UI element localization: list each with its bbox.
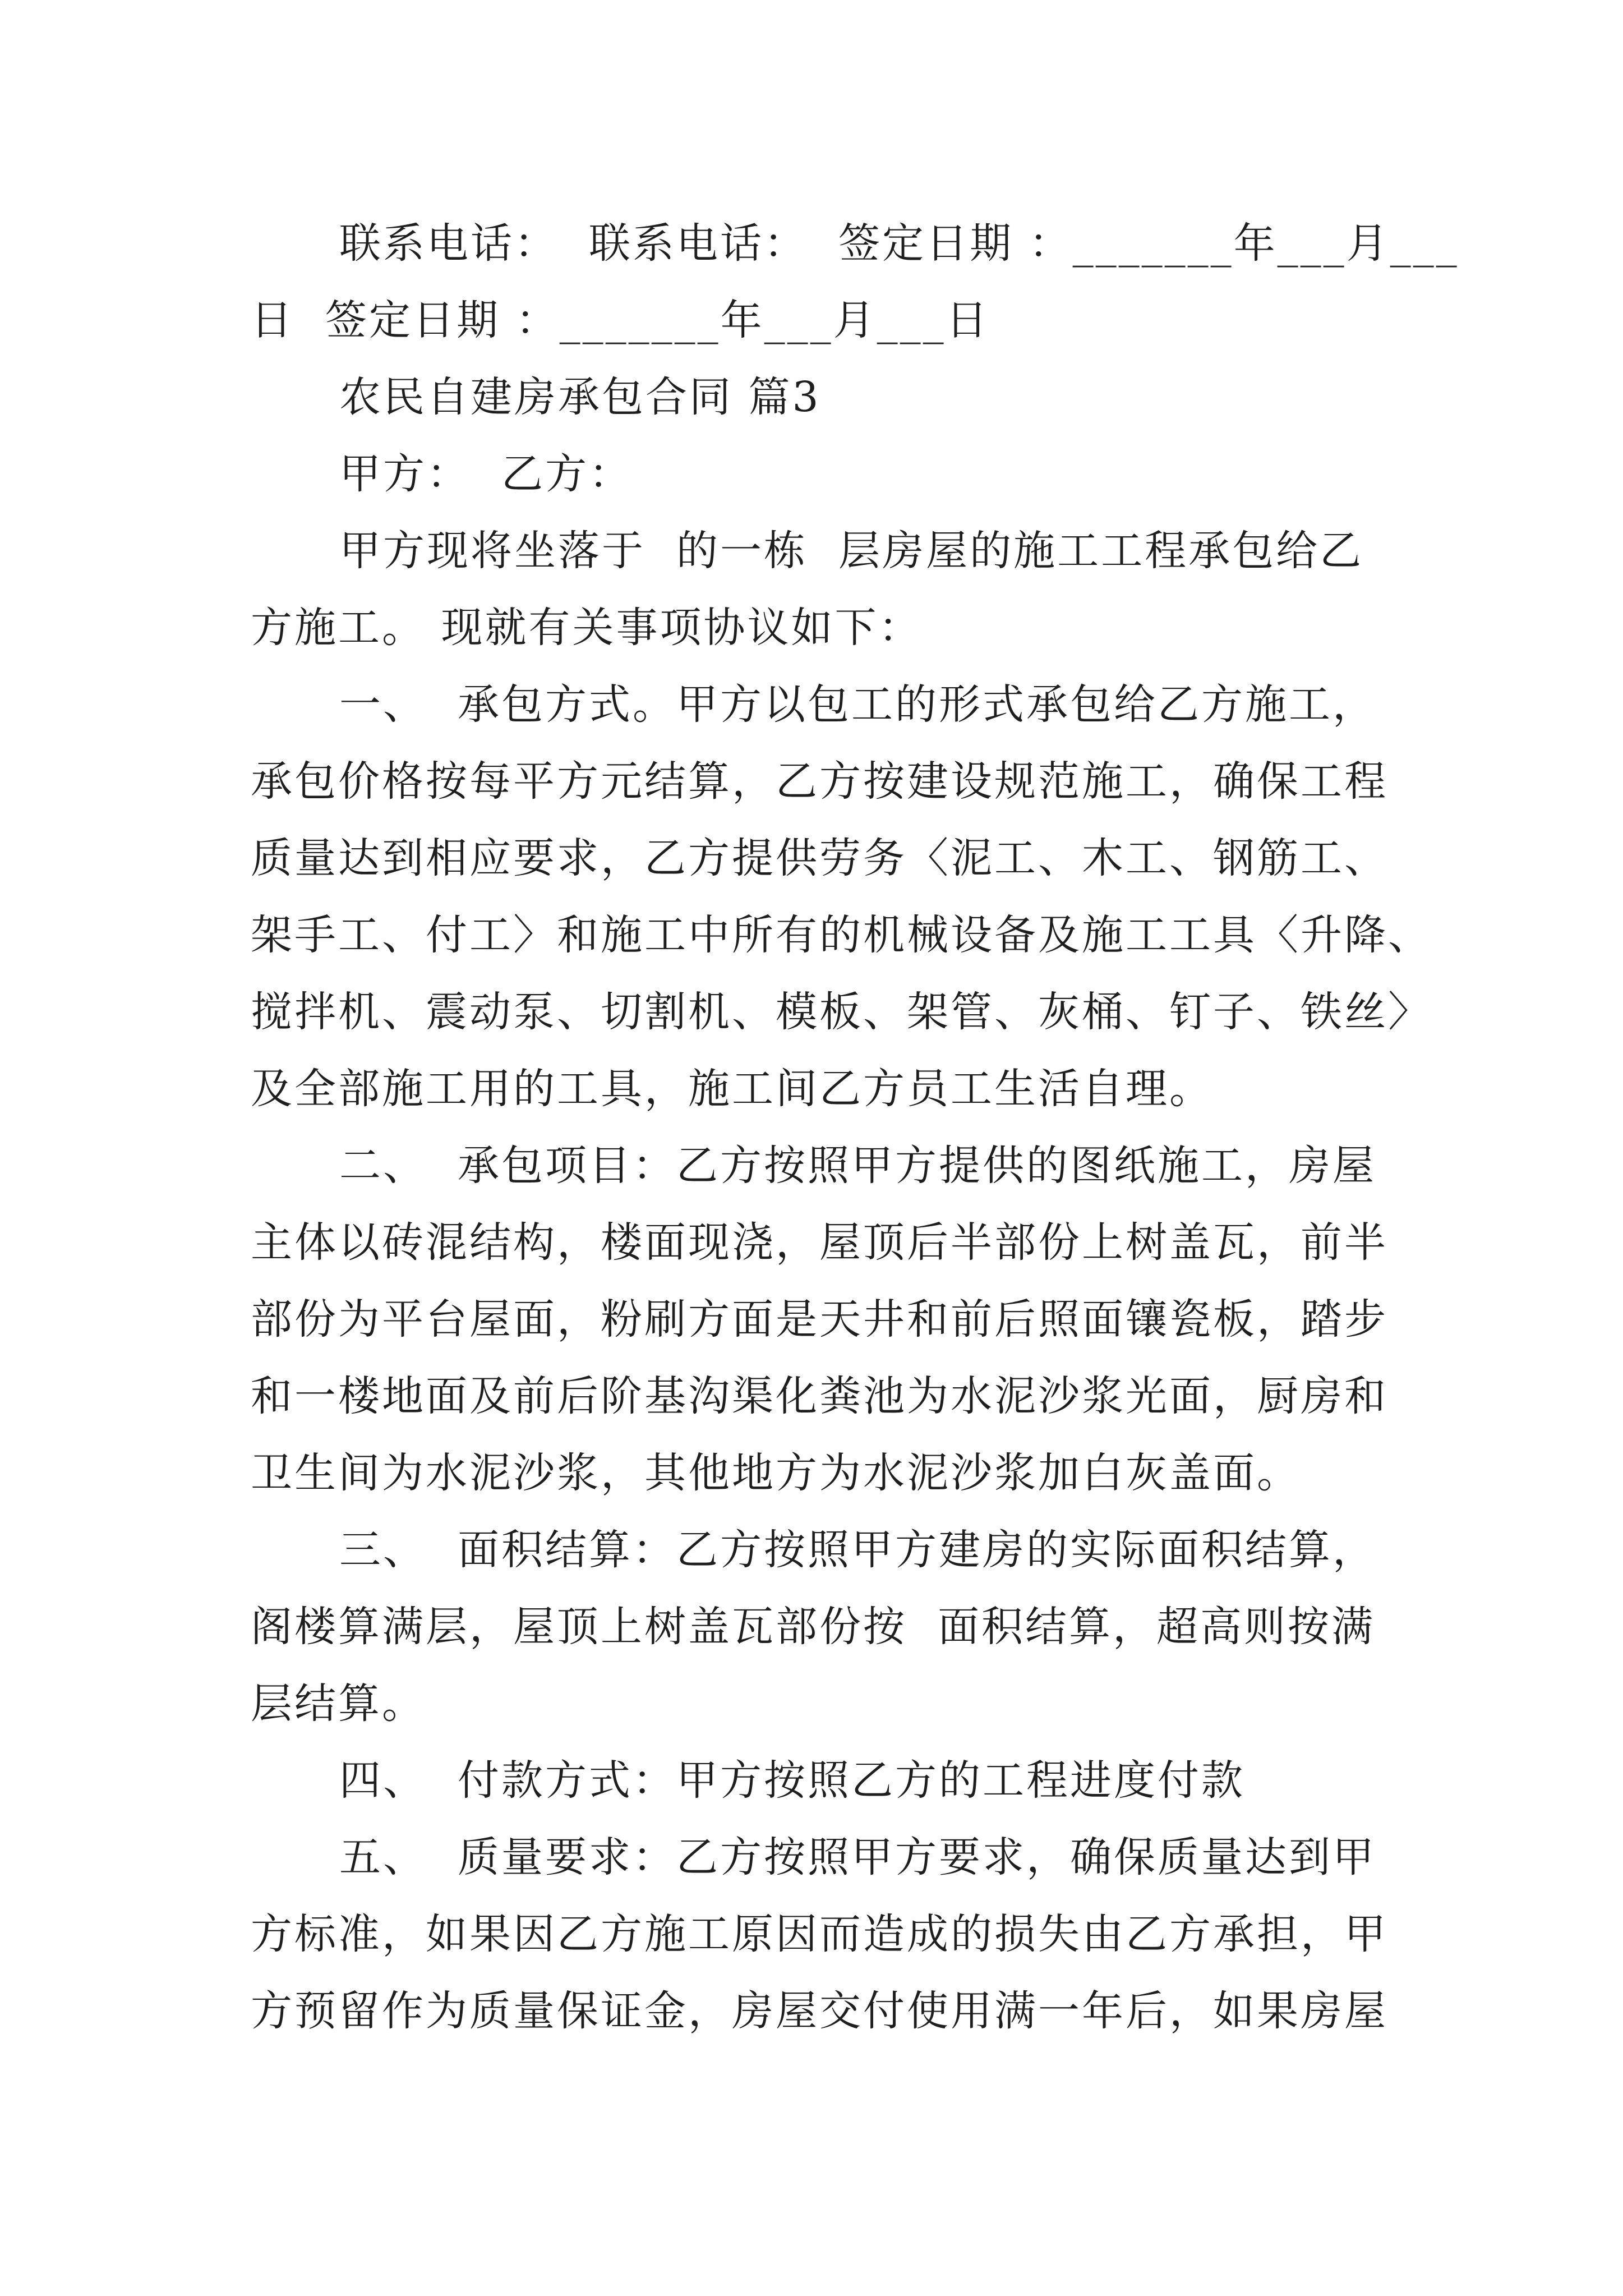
paragraph-line: 方施工。 现就有关事项协议如下：: [251, 604, 923, 652]
clause-5-quality-requirements: [251, 1819, 1484, 2050]
paragraph-line: 和一楼地面及前后阶基沟渠化粪池为水泥沙浆光面，厨房和: [251, 1372, 1388, 1420]
paragraph-line: 搅拌机、震动泵、切割机、模板、架管、灰桶、钉子、铁丝〉: [251, 988, 1432, 1036]
parties-line: [251, 436, 1484, 513]
paragraph-line: 卫生间为水泥沙浆，其他地方为水泥沙浆加白灰盖面。: [251, 1449, 1301, 1497]
clause-3-area-settlement: [251, 1512, 1484, 1742]
clause-2-contract-items: [251, 1128, 1484, 1512]
contract-heading: [251, 359, 1484, 436]
paragraph-line: 二、 承包项目：乙方按照甲方提供的图纸施工，房屋: [339, 1142, 1377, 1190]
paragraph-line: 主体以砖混结构，楼面现浇，屋顶后半部份上树盖瓦，前半: [251, 1218, 1388, 1267]
paragraph-line: 及全部施工用的工具，施工间乙方员工生活自理。: [251, 1065, 1213, 1113]
paragraph-line: 三、 面积结算：乙方按照甲方建房的实际面积结算，: [339, 1526, 1377, 1574]
paragraph-line: 阁楼算满层，屋顶上树盖瓦部份按 面积结算，超高则按满: [251, 1603, 1376, 1651]
paragraph-line: 甲方： 乙方：: [339, 450, 633, 498]
paragraph-line: 部份为平台屋面，粉刷方面是天井和前后照面镶瓷板，踏步: [251, 1295, 1388, 1343]
paragraph-line: 四、 付款方式：甲方按照乙方的工程进度付款: [339, 1756, 1246, 1805]
paragraph-line: 甲方现将坐落于 的一栋 层房屋的施工工程承包给乙: [339, 527, 1364, 575]
paragraph-line: 五、 质量要求：乙方按照甲方要求，确保质量达到甲: [339, 1833, 1377, 1881]
paragraph-line: 联系电话： 联系电话： 签定日期 ：_______年___月___: [339, 219, 1459, 268]
contract-title: 农民自建房承包合同 篇3: [339, 373, 821, 421]
intro-paragraph: [251, 513, 1484, 666]
paragraph-line: 方预留作为质量保证金，房屋交付使用满一年后，如果房屋: [251, 1987, 1388, 2035]
paragraph-line: 方标准，如果因乙方施工原因而造成的损失由乙方承担，甲: [251, 1910, 1388, 1958]
paragraph-line: 一、 承包方式。甲方以包工的形式承包给乙方施工，: [339, 680, 1377, 729]
clause-4-payment-method: [251, 1742, 1484, 1819]
paragraph-line: 质量达到相应要求，乙方提供劳务〈泥工、木工、钢筋工、: [251, 834, 1388, 882]
paragraph-line: 层结算。: [251, 1680, 426, 1728]
paragraph-line: 架手工、付工〉和施工中所有的机械设备及施工工具〈升降、: [251, 911, 1432, 959]
paragraph-line: 承包价格按每平方元结算，乙方按建设规范施工，确保工程: [251, 757, 1388, 806]
paragraph-line: 日 签定日期 ：_______年___月___日: [251, 296, 990, 344]
document-body: [251, 205, 1484, 2050]
clause-1-contracting-method: [251, 666, 1484, 1128]
contact-and-signing-date: [251, 205, 1484, 359]
